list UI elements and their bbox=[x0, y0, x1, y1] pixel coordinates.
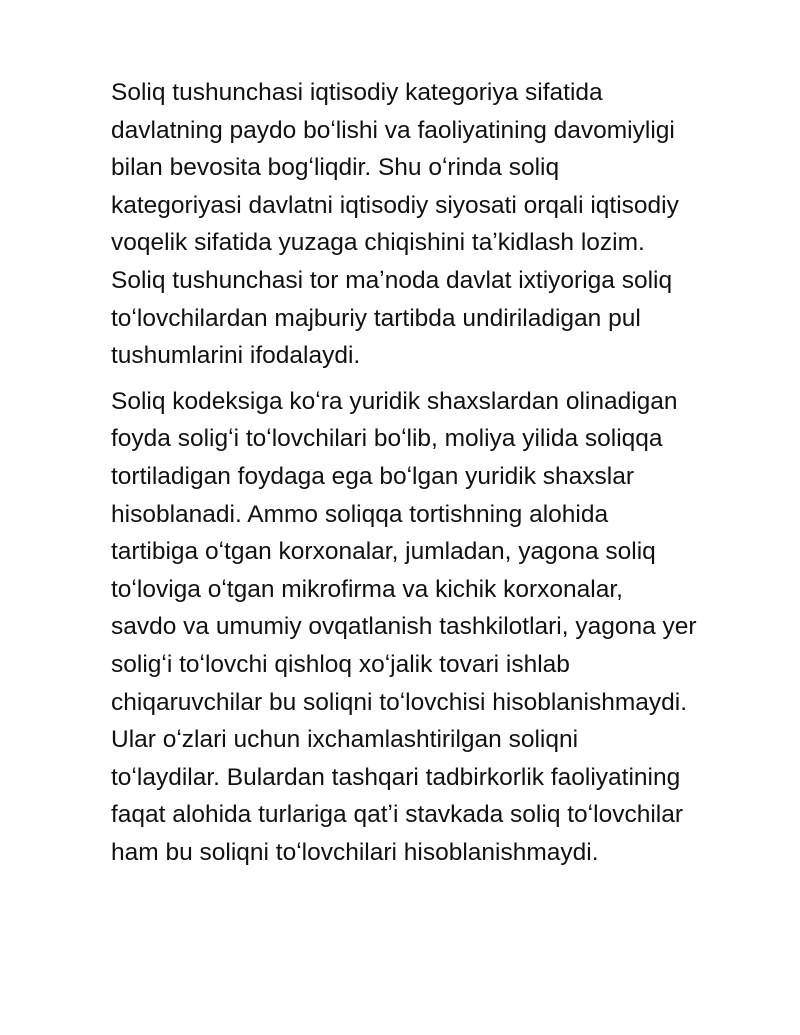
paragraph-1 bbox=[111, 74, 761, 375]
text-line: ham bu soliqni toʻlovchilari hisoblanishmaydi. bbox=[111, 838, 599, 866]
text-line: kategoriyasi davlatni iqtisodiy siyosati orqali iqtisodiy bbox=[111, 191, 679, 219]
text-line: foyda soligʻi toʻlovchilari boʻlib, moliya yilida soliqqa bbox=[111, 425, 663, 453]
text-line: faqat alohida turlariga qatʼi stavkada soliq toʻlovchilar bbox=[111, 801, 683, 829]
text-line: tortiladigan foydaga ega boʻlgan yuridik shaxslar bbox=[111, 462, 634, 490]
text-line: toʻlovchilardan majburiy tartibda undiriladigan pul bbox=[111, 304, 641, 332]
text-line: toʻlaydilar. Bulardan tashqari tadbirkorlik faoliyatining bbox=[111, 763, 681, 791]
text-line: Soliq kodeksiga koʻra yuridik shaxslardan olinadigan bbox=[111, 387, 678, 415]
text-line: Soliq tushunchasi tor maʼnoda davlat ixtiyoriga soliq bbox=[111, 266, 673, 294]
text-line: bilan bevosita bogʻliqdir. Shu oʻrinda soliq bbox=[111, 154, 560, 182]
text-line: voqelik sifatida yuzaga chiqishini taʼkidlash lozim. bbox=[111, 229, 645, 257]
text-line: hisoblanadi. Ammo soliqqa tortishning alohida bbox=[111, 500, 609, 528]
text-line: tushumlarini ifodalaydi. bbox=[111, 342, 361, 370]
text-line: toʻloviga oʻtgan mikrofirma va kichik korxonalar, bbox=[111, 575, 623, 603]
text-line: tartibiga oʻtgan korxonalar, jumladan, yagona soliq bbox=[111, 538, 656, 566]
text-line: Ular oʻzlari uchun ixchamlashtirilgan soliqni bbox=[111, 726, 579, 754]
document-page bbox=[111, 74, 761, 871]
paragraph-2 bbox=[111, 383, 761, 872]
text-line: savdo va umumiy ovqatlanish tashkilotlari, yagona yer bbox=[111, 613, 697, 641]
text-line: Soliq tushunchasi iqtisodiy kategoriya sifatida bbox=[111, 79, 603, 106]
text-line: soligʻi toʻlovchi qishloq xoʻjalik tovari ishlab bbox=[111, 650, 570, 678]
text-line: davlatning paydo boʻlishi va faoliyatining davomiyligi bbox=[111, 116, 675, 144]
text-line: chiqaruvchilar bu soliqni toʻlovchisi hisoblanishmaydi. bbox=[111, 688, 688, 716]
